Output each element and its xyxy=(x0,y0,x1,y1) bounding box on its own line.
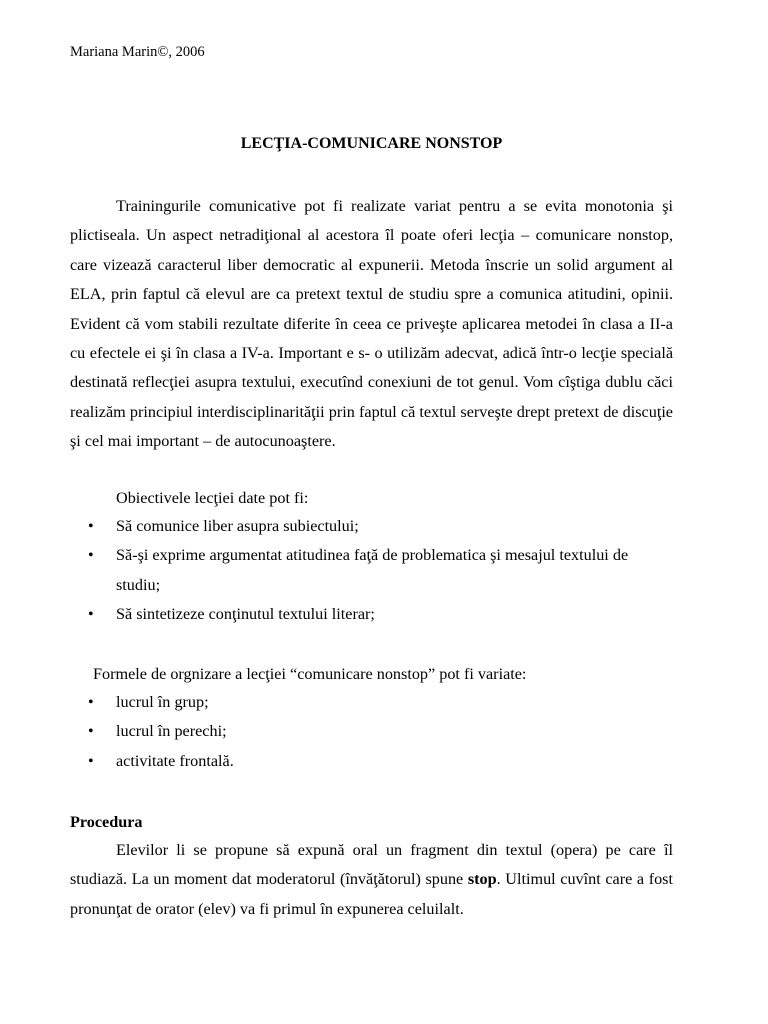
list-item xyxy=(70,512,673,541)
list-item-text: lucrul în grup; xyxy=(116,693,209,711)
page-title: LECŢIA-COMUNICARE NONSTOP xyxy=(240,135,503,152)
list-item-text: activitate frontală. xyxy=(116,751,234,770)
document-page xyxy=(70,0,673,1024)
list-item-text: Să-şi exprime argumentat atitudinea faţă de problematica şi mesajul textului de studiu; xyxy=(116,546,629,594)
procedure-heading: Procedura xyxy=(70,813,143,831)
list-item-text: lucrul în perechi; xyxy=(116,722,227,741)
forms-intro: Formele de orgnizare a lecţiei “comunicare nonstop” pot fi variate: xyxy=(93,665,527,683)
forms-list xyxy=(70,688,673,776)
bullet-icon: • xyxy=(88,752,94,770)
procedure-paragraph xyxy=(70,836,673,924)
procedure-text-before: Elevilor li se propune să expună oral un fragment din textul (opera) pe care îl studiază. La un moment dat moderatorul (învăţătorul) spune xyxy=(70,841,673,889)
objectives-list xyxy=(70,512,673,630)
list-item-text: Să sintetizeze conţinutul textului literar; xyxy=(116,605,375,624)
list-item-text: Să comunice liber asupra subiectului; xyxy=(116,517,359,535)
bullet-icon: • xyxy=(88,723,94,741)
list-item xyxy=(70,717,673,746)
objectives-intro: Obiectivele lecţiei date pot fi: xyxy=(116,489,309,507)
bullet-icon: • xyxy=(88,606,94,624)
list-item xyxy=(70,541,673,600)
list-item xyxy=(70,747,673,776)
bullet-icon: • xyxy=(88,547,94,565)
bullet-icon: • xyxy=(88,694,94,711)
intro-paragraph: Trainingurile comunicative pot fi realizate variat pentru a se evita monotonia şi plictiseala. Un aspect netradiţional al acestora îl poate oferi lecţia – comunicare nonstop, care vizează caracterul liber democratic al expunerii. Metoda înscrie un solid argument al ELA, prin faptul că elevul are ca pretext textul de studiu spre a comunica atitudini, opinii. Evident că vom stabili rezultate diferite în ceea ce priveşte aplicarea metodei în clasa a II-a cu efectele ei şi în clasa a IV-a. Important e s- o utilizăm adecvat, adică într-o lecţie specială destinată reflecţiei asupra textului, executînd conexiuni de tot genul. Vom cîştiga dublu căci realizăm principiul interdisciplinarităţii prin faptul că textul serveşte drept pretext de discuţie şi cel mai important – de autocunoaştere. xyxy=(70,197,673,451)
bullet-icon: • xyxy=(88,518,94,535)
procedure-text-after: . Ultimul cuvînt care a fost pronunţat de orator (elev) va fi primul în expunerea celuilalt. xyxy=(70,870,673,918)
list-item xyxy=(70,600,673,629)
list-item xyxy=(70,688,673,717)
procedure-bold-word: stop xyxy=(467,870,497,889)
author-header: Mariana Marin©, 2006 xyxy=(70,44,205,60)
